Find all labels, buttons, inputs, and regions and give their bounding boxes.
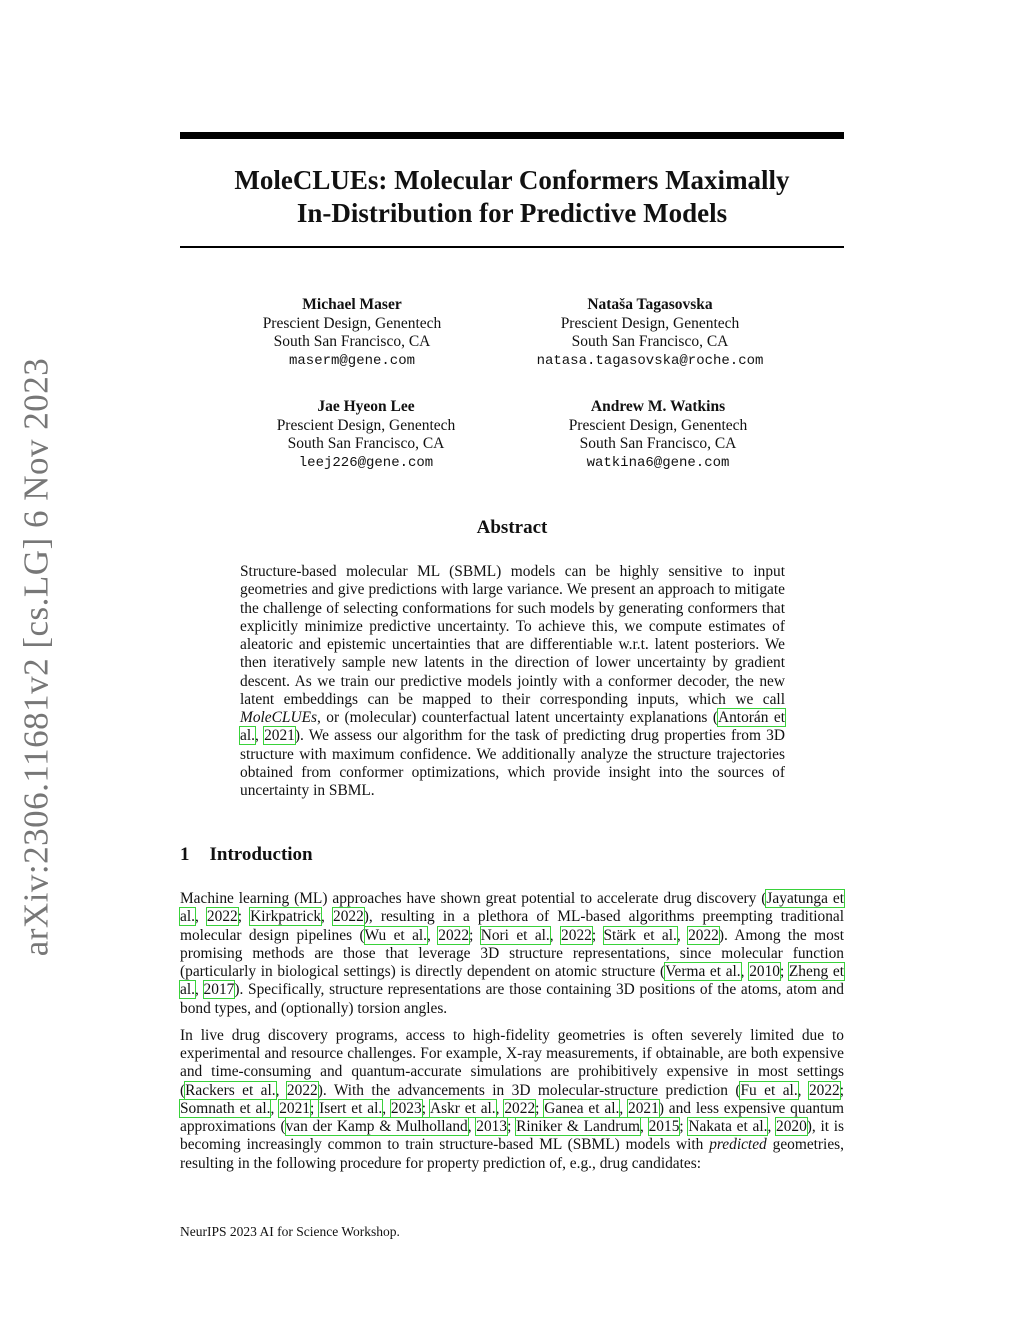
citation-link[interactable]: Nori et al.	[480, 926, 550, 944]
citation-link[interactable]: Verma et al.	[665, 963, 741, 980]
author-location: South San Francisco, CA	[273, 333, 431, 350]
citation-link[interactable]: Kirkpatrick	[250, 908, 322, 926]
citation-link[interactable]: Jayatunga et al.	[180, 890, 844, 926]
author-email[interactable]: maserm@gene.com	[288, 352, 416, 369]
citation-link[interactable]: Isert et al.	[319, 1099, 383, 1117]
intro-paragraph-1	[180, 890, 844, 1018]
paragraph-text: In live drug discovery programs, access to high-fidelity geometries is often severely limited due to experimental and resource challenges. For example, X-ray measurements, if obtainable, are both expensive and time-consuming and quantum-accurate simulations are prohibitively expensive in most settings (	[180, 1026, 844, 1099]
paragraph-text: ,	[270, 1099, 280, 1117]
citation-link[interactable]: Antorán et al.	[240, 709, 786, 745]
section-title: Introduction	[209, 844, 313, 865]
author-block-1	[202, 296, 502, 370]
citation-link[interactable]: Nakata et al.	[688, 1118, 768, 1135]
author-affiliation: Prescient Design, Genentech	[568, 416, 748, 434]
paragraph-text: ,	[194, 981, 204, 999]
paragraph-text: ). Specifically, structure representations are those containing 3D positions of the atoms, atom and bond types, and (optionally) torsion angles.	[180, 981, 844, 1017]
author-name: Nataša Tagasovska	[587, 296, 713, 313]
abstract-heading: Abstract	[476, 517, 548, 538]
citation-link[interactable]: 2023	[390, 1099, 422, 1117]
paragraph-text: ), it is becoming increasingly common to train structure-based ML (SBML) models with	[180, 1118, 845, 1154]
citation-link[interactable]: Zheng et al.	[180, 963, 844, 999]
citation-link[interactable]: 2021	[628, 1099, 659, 1117]
author-affiliation: Prescient Design, Genentech	[262, 314, 442, 332]
arxiv-identifier: arXiv:2306.11681v2 [cs.LG] 6 Nov 2023	[16, 357, 56, 957]
paragraph-text: ,	[549, 926, 562, 944]
paragraph-text: ;	[779, 963, 789, 980]
author-email[interactable]: leej226@gene.com	[298, 454, 434, 471]
paragraph-text: ;	[237, 908, 251, 926]
paragraph-text: ,	[767, 1118, 777, 1135]
paragraph-text: ,	[740, 963, 750, 980]
paragraph-text: ,	[321, 908, 333, 926]
author-location: South San Francisco, CA	[287, 435, 445, 452]
paragraph-text: ,	[495, 1099, 505, 1117]
paragraph-text: ,	[640, 1118, 649, 1135]
paragraph-text: ;	[839, 1081, 845, 1099]
paragraph-text: ;	[421, 1099, 430, 1117]
citation-link[interactable]: 2022	[688, 926, 719, 944]
citation-link[interactable]: Askr et al.	[429, 1099, 496, 1117]
author-block-2	[500, 296, 800, 370]
paragraph-text: Machine learning (ML) approaches have shown great potential to accelerate drug discovery (	[180, 890, 767, 907]
citation-link[interactable]: 2020	[776, 1118, 807, 1135]
paragraph-text: ,	[797, 1081, 809, 1099]
paragraph-text: ;	[679, 1118, 689, 1135]
citation-link[interactable]: 2022	[561, 926, 592, 944]
author-name: Andrew M. Watkins	[590, 398, 726, 415]
paragraph-text: ;	[591, 926, 604, 944]
citation-link[interactable]: Ganea et al.	[544, 1099, 620, 1117]
abstract-text-part: Structure-based molecular ML (SBML) models can be highly sensitive to input geometries and give predictions with large variance. We present an approach to mitigate the challenge of selecting conformations for such models by generating conformers that explicitly minimize predictive uncertainty. To achieve this, we compute estimates of aleatoric and epistemic uncertainties that are differentiable w.r.t. latent posteriors. We then iteratively sample new latents in the direction of lower uncertainty by gradient descent. As we train our predictive models jointly with a conformer decoder, the new latent embeddings can be mapped to their corresponding inputs, which we call	[240, 563, 785, 708]
paragraph-text: ,	[275, 1081, 287, 1099]
title-line-2: In-Distribution for Predictive Models	[296, 198, 728, 228]
title-rule-top	[180, 132, 844, 139]
arxiv-side-stamp	[14, 352, 58, 962]
author-email[interactable]: watkina6@gene.com	[586, 454, 730, 471]
method-name: MoleCLUEs	[240, 709, 317, 726]
citation-link[interactable]: van der Kamp & Mulholland	[285, 1118, 468, 1135]
citation-link[interactable]: Wu et al.	[364, 926, 428, 944]
paragraph-text: ). With the advancements in 3D molecular-structure prediction (	[317, 1081, 741, 1099]
citation-link[interactable]: Rackers et al.	[185, 1081, 276, 1099]
abstract-text-part: , or (molecular) counterfactual latent uncertainty explanations (	[316, 709, 718, 726]
paper-title	[180, 164, 844, 230]
emphasis-text: predicted	[709, 1136, 767, 1154]
section-heading-introduction	[180, 844, 313, 866]
citation-link[interactable]: 2022	[504, 1099, 536, 1117]
citation-link[interactable]: Stärk et al.	[603, 926, 677, 944]
title-rule-bottom	[180, 246, 844, 248]
author-name: Jae Hyeon Lee	[317, 398, 415, 415]
author-email[interactable]: natasa.tagasovska@roche.com	[536, 352, 764, 369]
author-name: Michael Maser	[302, 296, 402, 313]
section-number: 1	[180, 844, 190, 865]
paragraph-text: ), resulting in a plethora of ML-based algorithms preempting traditional molecular design pipelines (	[180, 908, 844, 944]
paragraph-text: ,	[382, 1099, 391, 1117]
paragraph-text: ,	[194, 908, 207, 926]
citation-link[interactable]: Somnath et al.	[180, 1099, 271, 1117]
citation-link[interactable]: 2022	[286, 1081, 318, 1099]
citation-link[interactable]: Fu et al.	[740, 1081, 798, 1099]
abstract-text-part: ). We assess our algorithm for the task of predicting drug properties from 3D structure with maximum confidence. We additionally analyze the structure trajectories obtained from conformer optimizations, which provide insight into the sources of uncertainty in SBML.	[240, 727, 785, 799]
paragraph-text: ,	[467, 1118, 477, 1135]
paragraph-text: ;	[507, 1118, 517, 1135]
paragraph-text: ,	[676, 926, 689, 944]
venue-footer: NeurIPS 2023 AI for Science Workshop.	[180, 1224, 400, 1239]
citation-link[interactable]: 2021	[264, 727, 295, 745]
paragraph-text: ;	[535, 1099, 545, 1117]
citation-link[interactable]: 2022	[808, 1081, 840, 1099]
author-block-3	[216, 398, 516, 472]
paragraph-text: geometries, resulting in the following procedure for property prediction of, e.g., drug candidates:	[180, 1136, 844, 1172]
paragraph-text: ;	[469, 926, 481, 944]
citation-link[interactable]: 2022	[206, 908, 238, 926]
citation-link[interactable]: 2022	[438, 926, 470, 944]
author-affiliation: Prescient Design, Genentech	[560, 314, 740, 332]
author-location: South San Francisco, CA	[571, 333, 729, 350]
author-block-4	[508, 398, 808, 472]
paragraph-text: ) and less expensive quantum approximations (	[180, 1099, 845, 1135]
paragraph-text: ,	[427, 926, 439, 944]
citation-link[interactable]: 2010	[749, 963, 780, 980]
citation-link[interactable]: 2022	[333, 908, 364, 926]
title-line-1: MoleCLUEs: Molecular Conformers Maximally	[234, 165, 790, 195]
paragraph-text: ,	[619, 1099, 629, 1117]
paragraph-text: ). Among the most promising methods are those that leverage 3D structure representations, since molecular function (particularly in biological settings) is directly dependent on atomic structure (	[180, 926, 845, 980]
citation-link[interactable]: Riniker & Landrum	[516, 1118, 641, 1135]
citation-link[interactable]: 2015	[648, 1118, 680, 1135]
author-affiliation: Prescient Design, Genentech	[276, 416, 456, 434]
paragraph-text: ;	[309, 1099, 320, 1117]
intro-paragraph-2	[180, 1027, 844, 1173]
author-location: South San Francisco, CA	[579, 435, 737, 452]
introduction-body	[180, 890, 844, 1182]
abstract-text: Structure-based molecular ML (SBML) models can be highly sensitive to input geometries and give predictions with large variance. We present an approach to mitigate the challenge of selecting conformations for such models by generating conformers that explicitly minimize predictive uncertainty. To achieve this, we compute estimates of aleatoric and epistemic uncertainties that are differentiable w.r.t. latent posteriors. We then iteratively sample new latents in the direction of lower uncertainty by gradient descent. As we train our predictive models jointly with a conformer decoder, the new latent embeddings can be mapped to their corresponding inputs, which we call MoleCLUEs, or (molecular) counterfactual latent uncertainty explanations (Antorán et al., 2021). We assess our algorithm for the task of predicting drug properties from 3D structure with maximum confidence. We additionally analyze the structure trajectories obtained from conformer optimizations, which provide insight into the sources of uncertainty in SBML.	[240, 563, 786, 799]
citation-link[interactable]: 2017	[203, 981, 235, 999]
citation-link[interactable]: 2021	[279, 1099, 310, 1117]
citation-link[interactable]: 2013	[476, 1118, 508, 1135]
